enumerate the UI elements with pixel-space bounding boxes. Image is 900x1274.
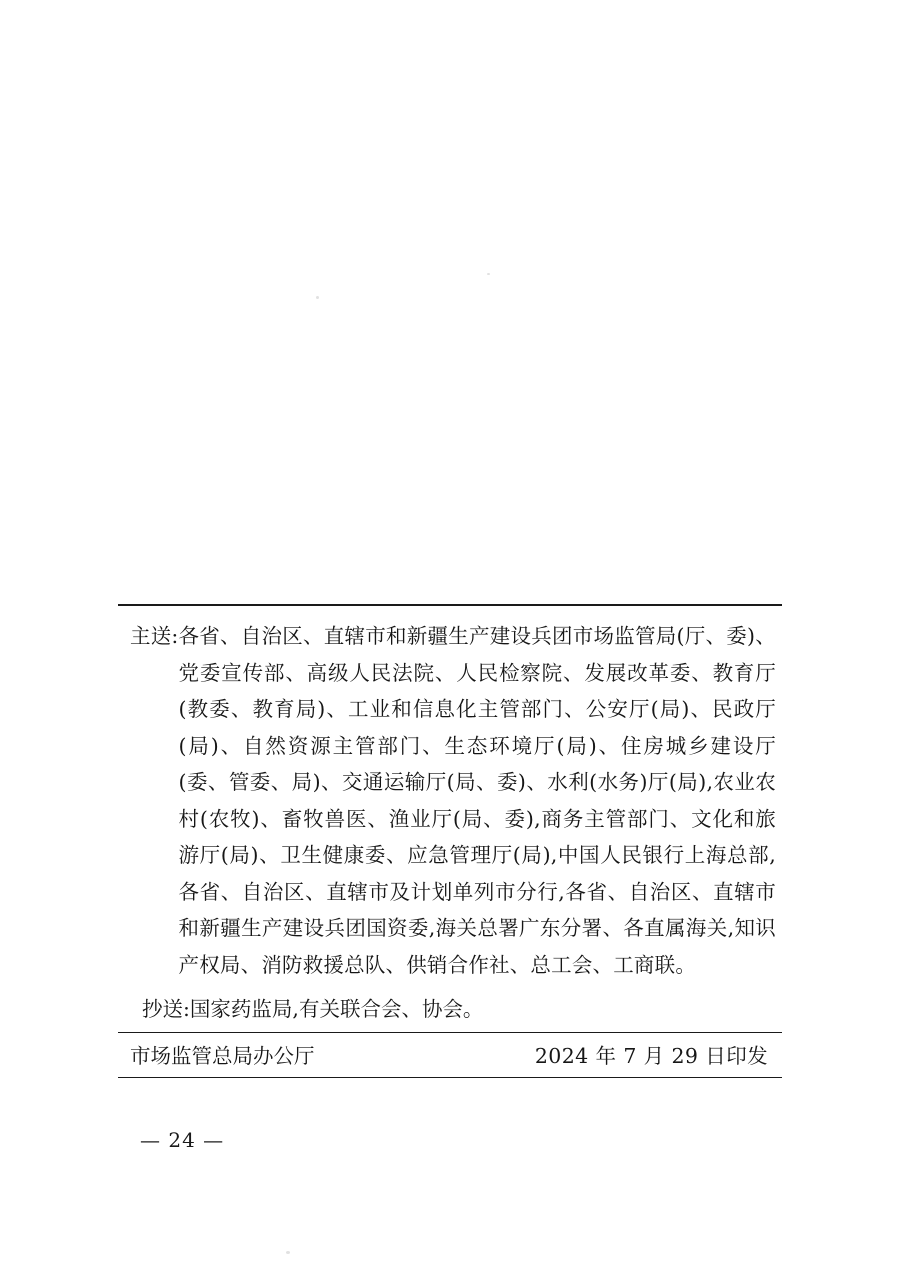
page-number: — 24 — xyxy=(140,1128,225,1152)
imprint-issuer: 市场监管总局办公厅 xyxy=(130,1043,315,1068)
scan-speck xyxy=(487,273,490,275)
distribution-label: 主送: xyxy=(130,624,179,648)
distribution-text xyxy=(179,618,776,983)
imprint-row xyxy=(118,1033,782,1077)
distribution-block xyxy=(118,606,782,1032)
distribution-paragraph: 各省、自治区、直辖市和新疆生产建设兵团市场监管局(厅、委)、党委宣传部、高级人民法院、人民检察院、发展改革委、教育厅(教委、教育局)、工业和信息化主管部门、公安厅(局)、民政厅(局)、自然资源主管部门、生态环境厅(局)、住房城乡建设厅(委、管委、局)、交通运输厅(局、委)、水利(水务)厅(局),农业农村(农牧)、畜牧兽医、渔业厅(局、委),商务主管部门、文化和旅游厅(局)、卫生健康委、应急管理厅(局),中国人民银行上海总部,各省、自治区、直辖市及计划单列市分行,各省、自治区、直辖市和新疆生产建设兵团国资委,海关总署广东分署、各直属海关,知识产权局、消防救援总队、供销合作社、总工会、工商联。 xyxy=(178,624,776,977)
scan-speck xyxy=(286,1251,290,1254)
copy-to-label: 抄送: xyxy=(142,997,190,1021)
copy-to-text: 国家药监局,有关联合会、协会。 xyxy=(189,997,484,1021)
divider-bottom xyxy=(118,1077,782,1078)
imprint-date: 2024 年 7 月 29 日印发 xyxy=(534,1043,768,1068)
scan-speck xyxy=(316,296,319,299)
distribution-row xyxy=(130,618,776,983)
copy-to-row xyxy=(130,991,776,1028)
footer-block xyxy=(118,604,782,1078)
